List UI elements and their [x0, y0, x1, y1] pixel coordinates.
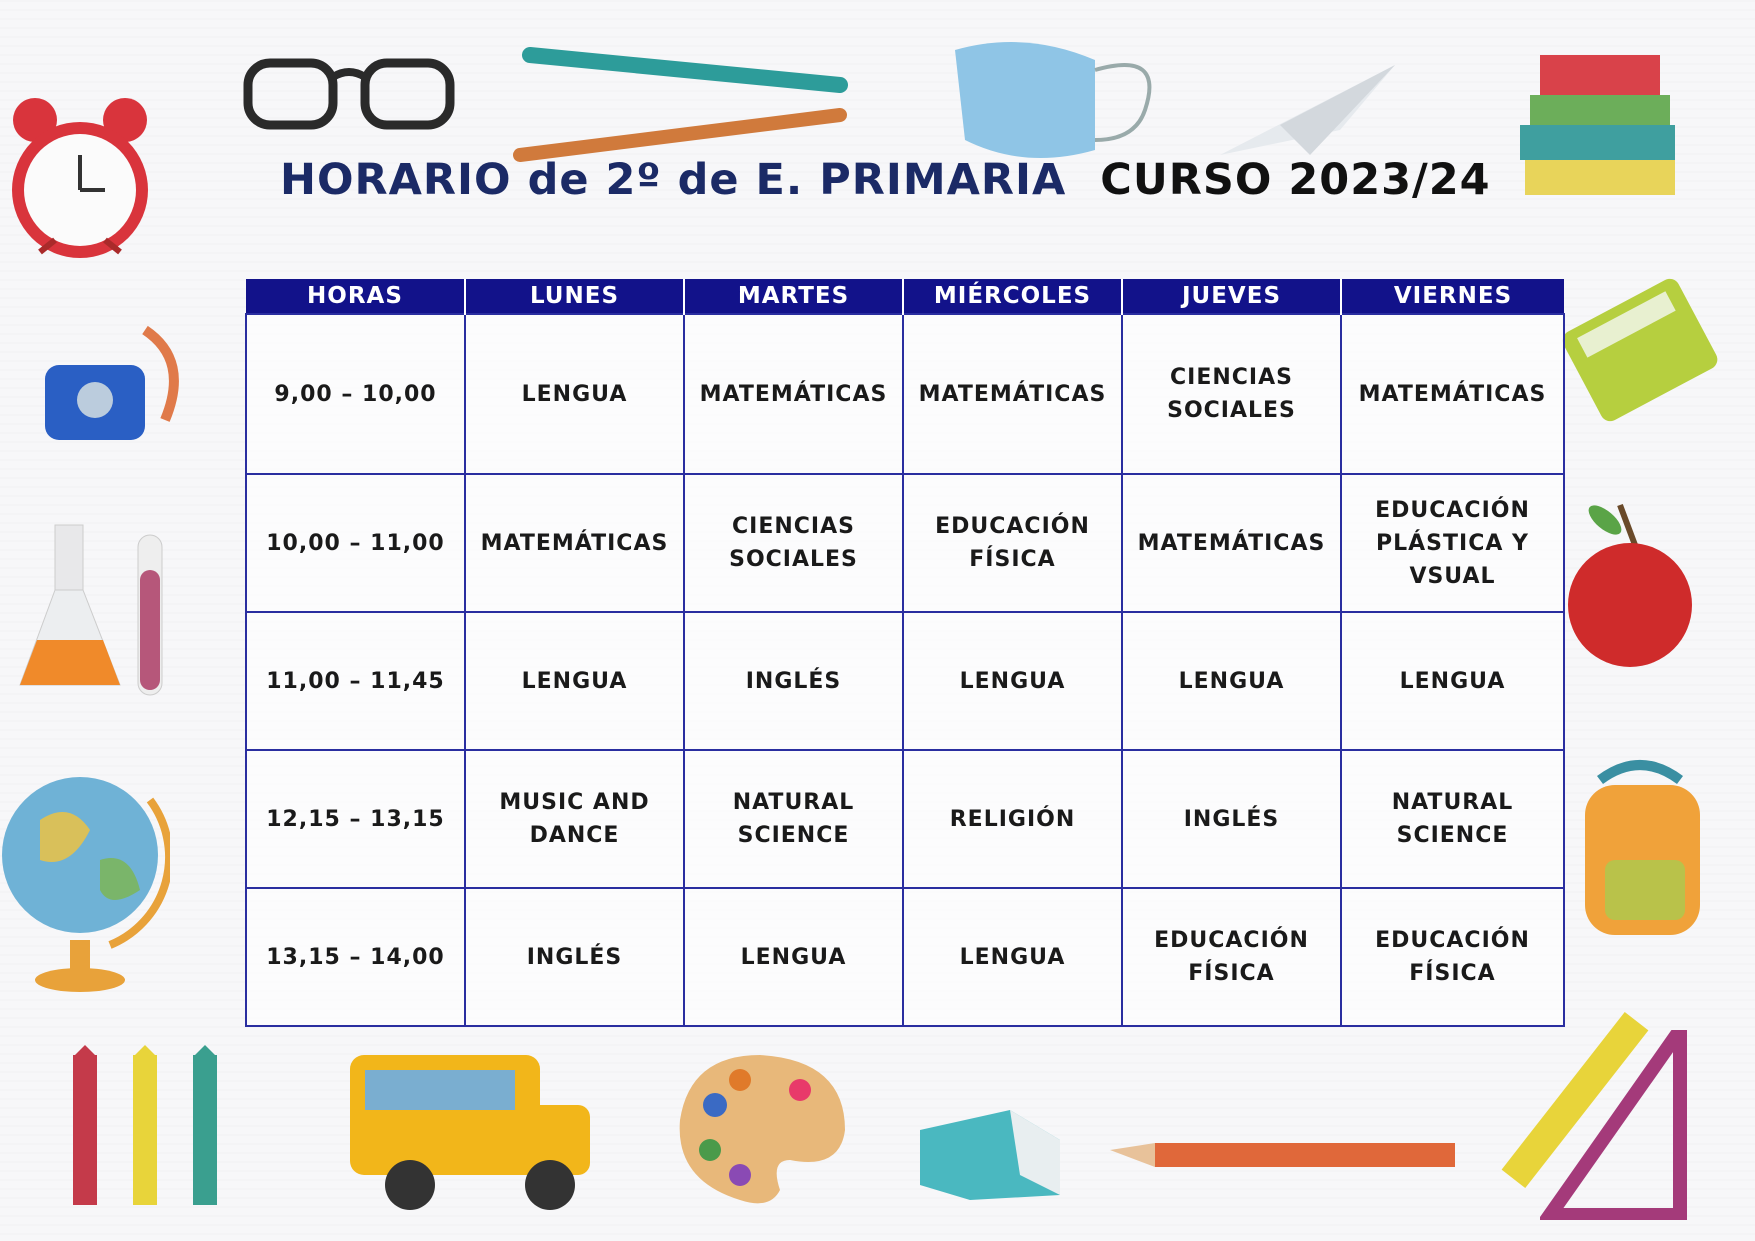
alarm-clock-icon: [0, 40, 160, 260]
pencil-icon: [1110, 1135, 1460, 1185]
hour-cell: 13,15 – 14,00: [246, 888, 465, 1026]
hour-cell: 9,00 – 10,00: [246, 314, 465, 474]
hour-cell: 10,00 – 11,00: [246, 474, 465, 612]
header-friday: VIERNES: [1341, 279, 1564, 314]
table-row: [246, 474, 1564, 612]
header-hours: HORAS: [246, 279, 465, 314]
subject-cell: NATURAL SCIENCE: [1341, 750, 1564, 888]
subject-cell: CIENCIAS SOCIALES: [684, 474, 903, 612]
header-row: [246, 279, 1564, 314]
subject-cell: EDUCACIÓN FÍSICA: [1341, 888, 1564, 1026]
table-row: [246, 750, 1564, 888]
calculator-icon: [1555, 275, 1725, 425]
subject-cell: EDUCACIÓN FÍSICA: [1122, 888, 1341, 1026]
subject-cell: MATEMÁTICAS: [684, 314, 903, 474]
subject-cell: LENGUA: [465, 612, 684, 750]
books-icon: [1505, 45, 1695, 215]
header-thursday: JUEVES: [1122, 279, 1341, 314]
test-tube-icon: [130, 530, 170, 700]
subject-cell: LENGUA: [1341, 612, 1564, 750]
header-wednesday: MIÉRCOLES: [903, 279, 1122, 314]
backpack-icon: [1560, 750, 1720, 950]
table-row: [246, 888, 1564, 1026]
page-title: [280, 155, 1491, 205]
header-tuesday: MARTES: [684, 279, 903, 314]
subject-cell: EDUCACIÓN FÍSICA: [903, 474, 1122, 612]
subject-cell: LENGUA: [903, 888, 1122, 1026]
subject-cell: RELIGIÓN: [903, 750, 1122, 888]
globe-icon: [0, 760, 170, 1000]
subject-cell: LENGUA: [684, 888, 903, 1026]
subject-cell: LENGUA: [1122, 612, 1341, 750]
hour-cell: 12,15 – 13,15: [246, 750, 465, 888]
hour-cell: 11,00 – 11,45: [246, 612, 465, 750]
subject-cell: CIENCIAS SOCIALES: [1122, 314, 1341, 474]
glasses-icon: [240, 45, 460, 135]
subject-cell: LENGUA: [903, 612, 1122, 750]
paintbrushes-icon: [510, 40, 850, 170]
face-mask-icon: [945, 30, 1165, 170]
title-course: CURSO 2023/24: [1100, 155, 1491, 205]
subject-cell: MATEMÁTICAS: [465, 474, 684, 612]
apple-icon: [1560, 495, 1700, 675]
subject-cell: NATURAL SCIENCE: [684, 750, 903, 888]
table-row: [246, 314, 1564, 474]
pencil-sharpener-icon: [5, 320, 195, 470]
subject-cell: MUSIC AND DANCE: [465, 750, 684, 888]
crayons-icon: [55, 1045, 235, 1215]
header-monday: LUNES: [465, 279, 684, 314]
subject-cell: MATEMÁTICAS: [1341, 314, 1564, 474]
paint-palette-icon: [670, 1050, 850, 1210]
eraser-icon: [915, 1105, 1065, 1205]
school-bus-icon: [340, 1045, 600, 1215]
subject-cell: MATEMÁTICAS: [903, 314, 1122, 474]
subject-cell: EDUCACIÓN PLÁSTICA Y VSUAL: [1341, 474, 1564, 612]
subject-cell: MATEMÁTICAS: [1122, 474, 1341, 612]
flask-icon: [15, 520, 125, 700]
subject-cell: INGLÉS: [684, 612, 903, 750]
title-schedule: HORARIO de 2º de E. PRIMARIA: [280, 155, 1067, 205]
paper-plane-icon: [1220, 60, 1400, 160]
table-row: [246, 612, 1564, 750]
schedule-table: [245, 279, 1565, 1027]
subject-cell: INGLÉS: [1122, 750, 1341, 888]
subject-cell: LENGUA: [465, 314, 684, 474]
set-square-icon: [1540, 1030, 1690, 1220]
subject-cell: INGLÉS: [465, 888, 684, 1026]
